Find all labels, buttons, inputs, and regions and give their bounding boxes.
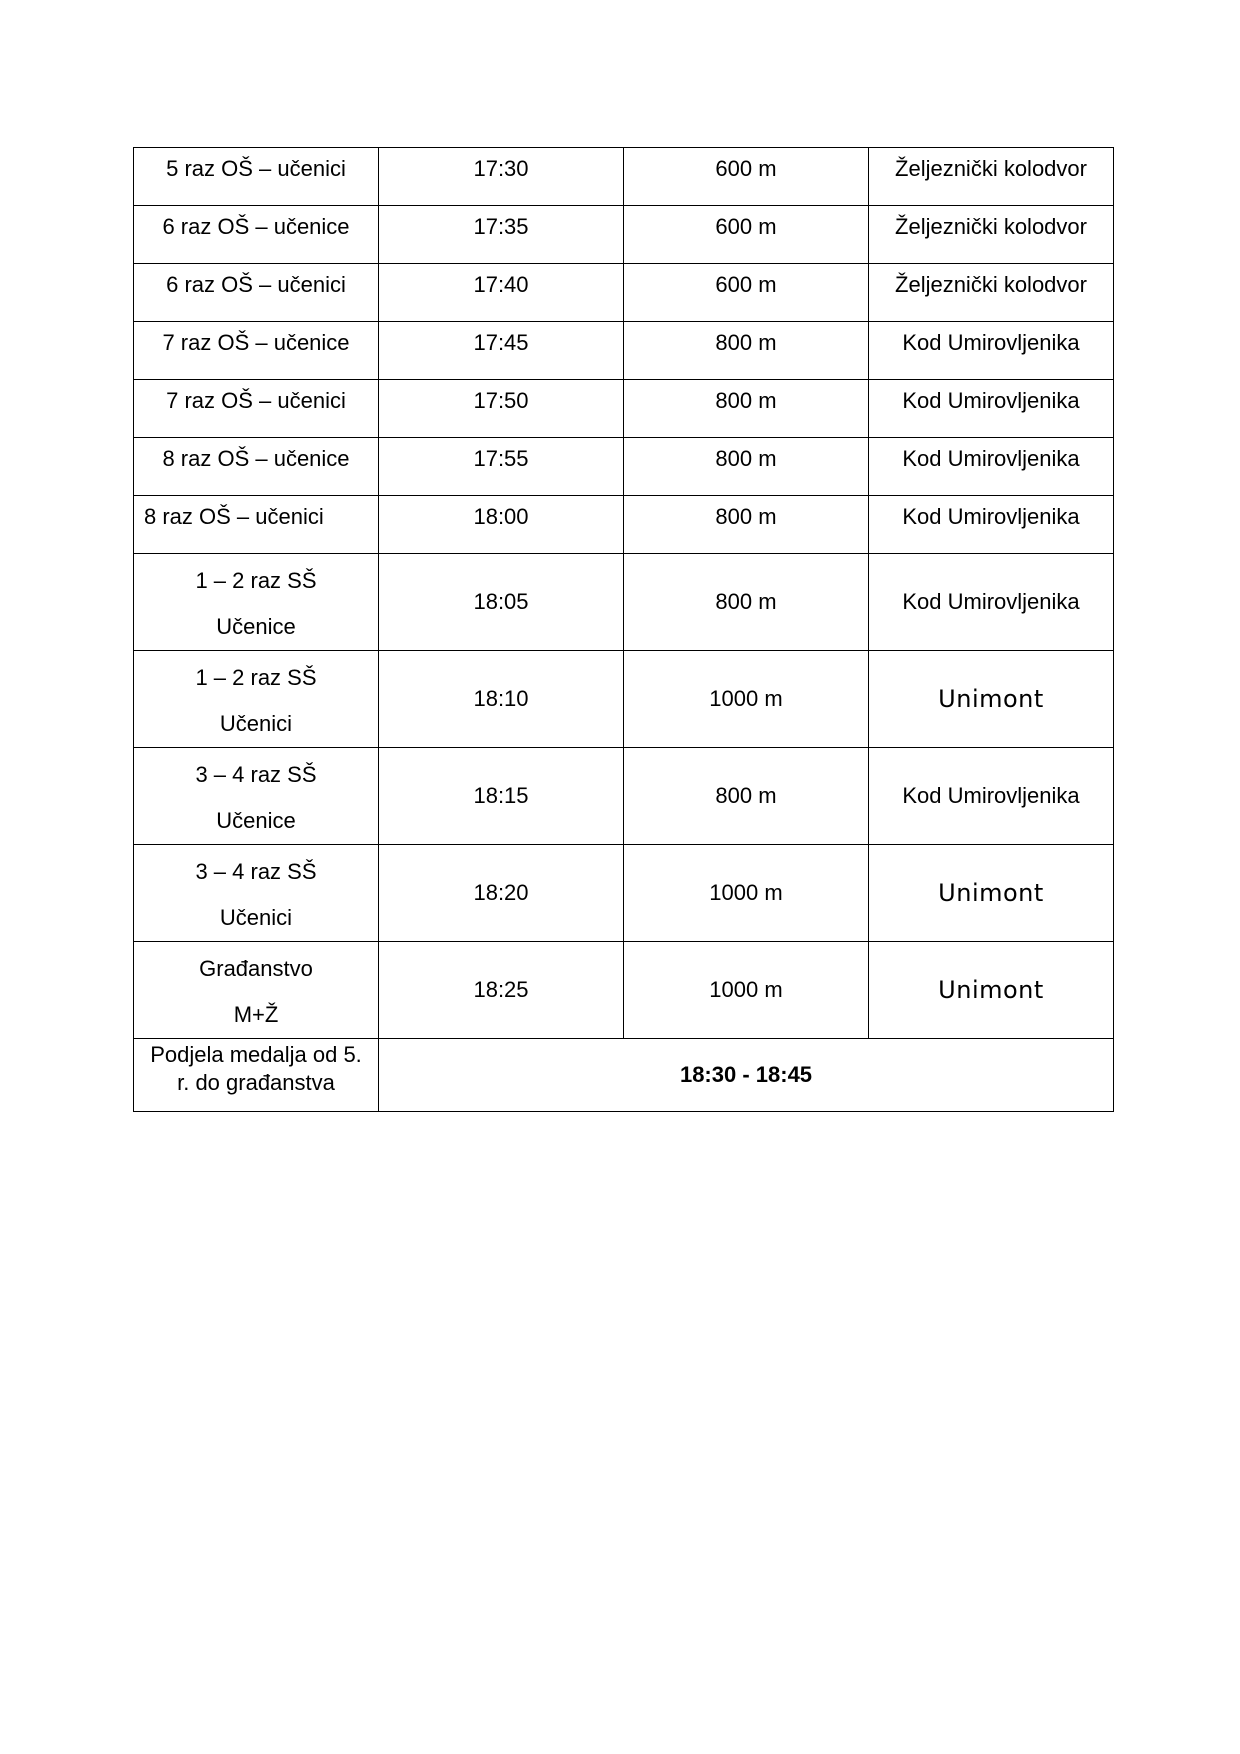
race-schedule-table (133, 147, 1114, 1112)
category-cell: 5 raz OŠ – učenici (134, 148, 379, 206)
location-cell: Kod Umirovljenika (869, 554, 1114, 651)
time-cell: 18:00 (379, 496, 624, 554)
location-cell: Kod Umirovljenika (869, 438, 1114, 496)
table-row (134, 651, 1114, 748)
table-row (134, 496, 1114, 554)
location-cell: Unimont (869, 651, 1114, 748)
table-row (134, 322, 1114, 380)
medal-ceremony-time: 18:30 - 18:45 (379, 1039, 1114, 1112)
category-cell (134, 651, 379, 748)
distance-cell: 800 m (624, 496, 869, 554)
location-cell: Željeznički kolodvor (869, 148, 1114, 206)
category-line-2: Učenice (216, 808, 296, 833)
table-row (134, 148, 1114, 206)
distance-cell: 600 m (624, 206, 869, 264)
medal-label-line-1: Podjela medalja od 5. (150, 1042, 362, 1067)
time-cell: 18:25 (379, 942, 624, 1039)
time-cell: 17:30 (379, 148, 624, 206)
category-cell (134, 554, 379, 651)
table-row (134, 264, 1114, 322)
location-cell: Željeznički kolodvor (869, 206, 1114, 264)
category-cell: 6 raz OŠ – učenici (134, 264, 379, 322)
category-line-1: Građanstvo (199, 956, 313, 981)
table-row (134, 942, 1114, 1039)
category-line-2: Učenici (219, 905, 293, 930)
medal-ceremony-label (134, 1039, 379, 1112)
time-cell: 17:35 (379, 206, 624, 264)
time-cell: 17:55 (379, 438, 624, 496)
distance-cell: 800 m (624, 748, 869, 845)
category-cell: 7 raz OŠ – učenice (134, 322, 379, 380)
location-cell: Unimont (869, 942, 1114, 1039)
distance-cell: 600 m (624, 148, 869, 206)
category-line-1: 3 – 4 raz SŠ (195, 762, 317, 787)
table-row (134, 554, 1114, 651)
category-line-2: M+Ž (233, 1002, 279, 1027)
category-cell: 6 raz OŠ – učenice (134, 206, 379, 264)
category-cell: 8 raz OŠ – učenici (134, 496, 379, 554)
distance-cell: 1000 m (624, 942, 869, 1039)
location-cell: Unimont (869, 845, 1114, 942)
distance-cell: 800 m (624, 554, 869, 651)
table-row (134, 845, 1114, 942)
time-cell: 18:20 (379, 845, 624, 942)
time-cell: 17:40 (379, 264, 624, 322)
medal-label-line-2: r. do građanstva (177, 1070, 335, 1095)
time-cell: 18:15 (379, 748, 624, 845)
category-cell (134, 748, 379, 845)
time-cell: 17:45 (379, 322, 624, 380)
category-line-2: Učenici (219, 711, 293, 736)
distance-cell: 1000 m (624, 651, 869, 748)
location-cell: Kod Umirovljenika (869, 496, 1114, 554)
category-line-2: Učenice (216, 614, 296, 639)
table-row (134, 206, 1114, 264)
distance-cell: 800 m (624, 322, 869, 380)
category-line-1: 3 – 4 raz SŠ (195, 859, 317, 884)
distance-cell: 800 m (624, 380, 869, 438)
location-cell: Kod Umirovljenika (869, 380, 1114, 438)
distance-cell: 800 m (624, 438, 869, 496)
distance-cell: 600 m (624, 264, 869, 322)
category-cell (134, 942, 379, 1039)
location-cell: Željeznički kolodvor (869, 264, 1114, 322)
category-line-1: 1 – 2 raz SŠ (195, 665, 317, 690)
category-cell: 7 raz OŠ – učenici (134, 380, 379, 438)
table-row (134, 438, 1114, 496)
category-line-1: 1 – 2 raz SŠ (195, 568, 317, 593)
location-cell: Kod Umirovljenika (869, 748, 1114, 845)
time-cell: 18:05 (379, 554, 624, 651)
table-row (134, 748, 1114, 845)
distance-cell: 1000 m (624, 845, 869, 942)
category-cell (134, 845, 379, 942)
location-cell: Kod Umirovljenika (869, 322, 1114, 380)
time-cell: 17:50 (379, 380, 624, 438)
table-row (134, 380, 1114, 438)
time-cell: 18:10 (379, 651, 624, 748)
category-cell: 8 raz OŠ – učenice (134, 438, 379, 496)
medal-ceremony-row (134, 1039, 1114, 1112)
